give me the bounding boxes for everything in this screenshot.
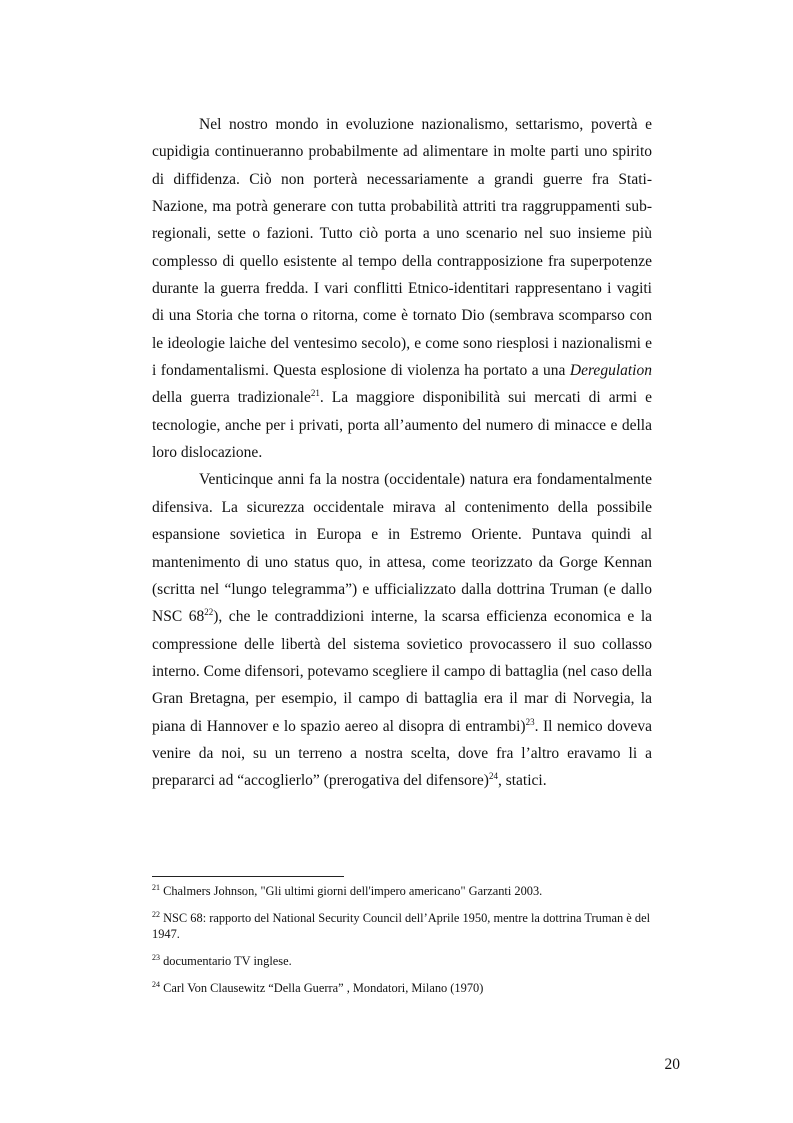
footnote-ref-23: 23	[525, 716, 535, 727]
paragraph-2-text: Venticinque anni fa la nostra (occidentale) natura era fondamentalmente difensiva. La sicurezza occidentale mirava al contenimento della possibile espansione sovietica in Europa e in Estremo Oriente. Puntava quindi al mantenimento di uno status quo, in attesa, come teorizzato da Gorge Kennan (scritta nel “lungo telegramma”) e ufficializzato dalla dottrina Truman (e dallo NSC 68	[152, 471, 652, 626]
footnote-ref-22: 22	[204, 607, 214, 618]
emphasis-deregulation: Deregulation	[569, 362, 652, 380]
main-text	[152, 111, 652, 795]
paragraph-2-text-2: ), che le contraddizioni interne, la scarsa efficienza economica e la compressione delle libertà del sistema sovietico provocassero il suo collasso interno. Come difensori, potevamo scegliere il campo di battaglia (nel caso della Gran Bretagna, per esempio, il campo di battaglia era il mar di Norvegia, la piana di Hannover e lo spazio aereo al disopra di entrambi)	[152, 608, 653, 735]
paragraph-2-text-4: , statici.	[497, 772, 547, 790]
footnotes	[152, 883, 670, 1007]
footnote-21	[152, 883, 670, 899]
paragraph-1-text-2: della guerra tradizionale	[152, 389, 311, 407]
footnote-24	[152, 980, 670, 996]
footnote-number: 23	[152, 953, 160, 962]
footnote-text: Carl Von Clausewitz “Della Guerra” , Mondatori, Milano (1970)	[160, 981, 484, 995]
footnote-text: documentario TV inglese.	[160, 954, 292, 968]
paragraph-1	[152, 111, 652, 466]
footnote-text: NSC 68: rapporto del National Security Council dell’Aprile 1950, mentre la dottrina Truman è del 1947.	[152, 911, 651, 941]
paragraph-1-text-3: . La maggiore disponibilità sui mercati di armi e tecnologie, anche per i privati, porta all’aumento del numero di minacce e della loro dislocazione.	[152, 389, 652, 462]
footnote-number: 21	[152, 883, 160, 892]
footnote-divider	[152, 876, 344, 877]
footnote-text: Chalmers Johnson, "Gli ultimi giorni dell'impero americano" Garzanti 2003.	[160, 884, 543, 898]
footnote-ref-24: 24	[488, 771, 498, 782]
footnote-23	[152, 953, 670, 969]
paragraph-1-text: Nel nostro mondo in evoluzione nazionalismo, settarismo, povertà e cupidigia continueranno probabilmente ad alimentare in molte parti uno spirito di diffidenza. Ciò non porterà necessariamente a grandi guerre fra Stati-Nazione, ma potrà generare con tutta probabilità attriti tra raggruppamenti sub-regionali, sette o fazioni. Tutto ciò porta a uno scenario nel suo insieme più complesso di quello esistente al tempo della contrapposizione fra superpotenze durante la guerra fredda. I vari conflitti Etnico-identitari rappresentano i vagiti di una Storia che torna o ritorna, come è tornato Dio (sembrava scomparso con le ideologie laiche del ventesimo secolo), e come sono riesplosi i nazionalismi e i fondamentalismi. Questa esplosione di violenza ha portato a una	[152, 116, 652, 380]
page-number: 20	[664, 1056, 680, 1073]
footnote-22	[152, 910, 670, 942]
paragraph-2-text-3: . Il nemico doveva venire da noi, su un terreno a nostra scelta, dove fra l’altro eravamo li a prepararci ad “accoglierlo” (prerogativa del difensore)	[152, 717, 652, 790]
footnote-number: 24	[152, 980, 160, 989]
footnote-ref-21: 21	[310, 388, 320, 399]
footnote-number: 22	[152, 910, 160, 919]
paragraph-2	[152, 466, 652, 794]
